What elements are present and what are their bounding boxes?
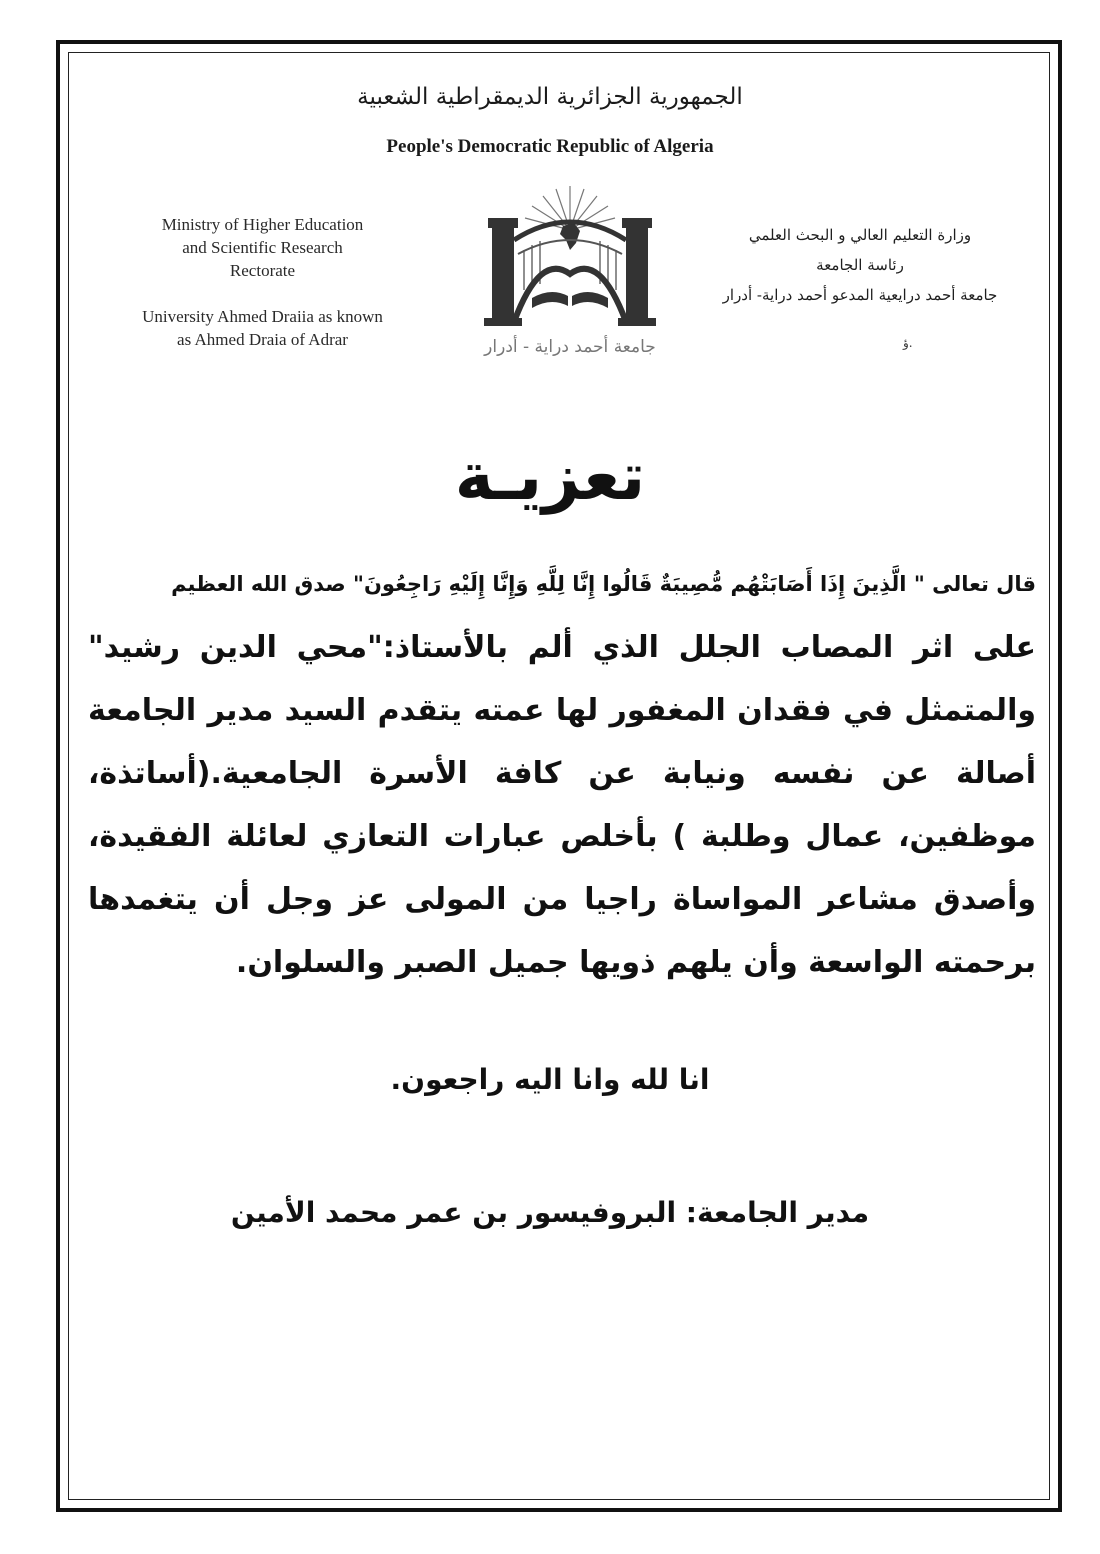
paragraph-part-1: على اثر المصاب الجلل الذي ألم بالأستاذ:"محي الدين رشيد" والمتمثل في فقدان المغفور لها [88,630,1036,728]
country-name-english: People's Democratic Republic of Algeria [386,136,714,157]
ministry-arabic [700,220,1020,310]
university-logo [470,182,670,362]
ministry-ar-line-3: جامعة أحمد درايعية المدعو أحمد دراية- أدرار [722,286,998,304]
condolence-paragraph [88,616,1036,994]
signature-line: مدير الجامعة: البروفيسور بن عمر محمد الأمين [230,1196,870,1229]
country-name-arabic: الجمهورية الجزائرية الديمقراطية الشعبية [357,84,743,110]
ministry-ar-line-1: وزارة التعليم العالي و البحث العلمي [748,226,972,244]
stray-mark: ؤ. [903,336,913,350]
quran-verse: قال تعالى " الَّذِينَ إِذَا أَصَابَتْهُم مُّصِيبَةٌ قَالُوا إِنَّا لِلَّهِ وَإِنَّا إِلَيْهِ رَاجِعُونَ" صدق الله العظيم [171,572,1036,596]
university-line-2: as Ahmed Draia of Adrar [177,330,348,349]
page-title: تعزيـة [454,438,646,515]
ministry-line-3: Rectorate [229,261,296,280]
paragraph-part-2: يتقدم السيد مدير الجامعة أصالة عن نفسه ونيابة عن كافة الأسرة الجامعية.(أساتذة، موظفين، عمال وطلبة ) بأخلص عبارات التعازي لعائلة الفقيدة، وأصدق مشاعر المواساة راجيا من المولى عز وجل أن يتغمدها برحمته الواسعة وأن يلهم ذويها جميل الصبر والسلوان. [88,693,1036,980]
ministry-line-1: Ministry of Higher Education [161,215,364,234]
closing-phrase: انا لله وانا اليه راجعون. [390,1063,710,1096]
highlighted-word: عمته [473,693,545,728]
ministry-ar-line-2: رئاسة الجامعة [816,256,904,274]
university-logo-icon [470,182,670,362]
ministry-english [110,213,415,282]
ministry-line-2: and Scientific Research [182,238,343,257]
university-english [110,305,415,351]
logo-caption: جامعة أحمد دراية - أدرار [484,337,656,357]
university-line-1: University Ahmed Draiia as known [142,307,383,326]
